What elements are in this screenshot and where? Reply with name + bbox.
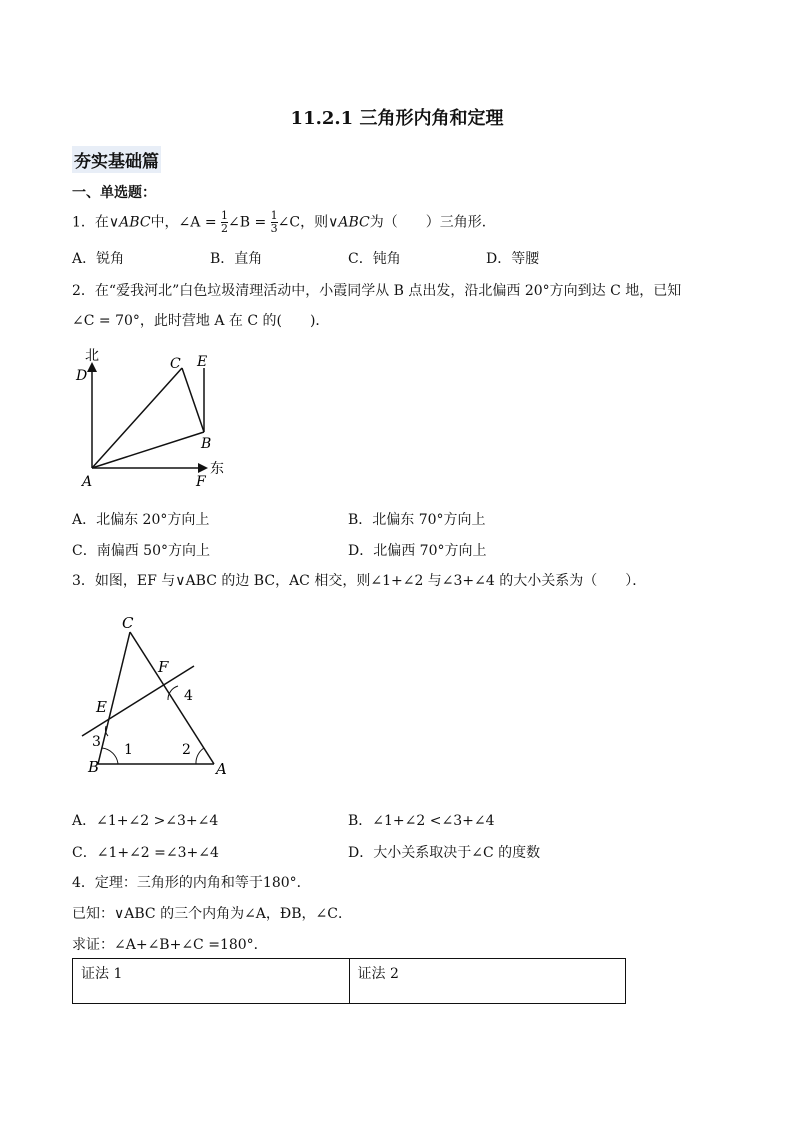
q2-label-d: D (76, 368, 88, 384)
q2-option-a: A．北偏东 20°方向上 (72, 512, 210, 528)
proof-cell-1: 证法 1 (73, 959, 350, 1004)
q3-angle-4: 4 (184, 688, 193, 704)
q1-triangle: ABC (119, 214, 151, 231)
q1-mid: 中，∠A = (150, 214, 217, 231)
q1-triangle-2: ABC (338, 214, 370, 231)
q4-line-3: 求证：∠A+∠B+∠C =180°． (72, 937, 268, 953)
q1-suffix: 为（ ）三角形． (369, 214, 496, 231)
proof-cell-2: 证法 2 (349, 959, 626, 1004)
q3-option-a: A．∠1+∠2 >∠3+∠4 (72, 813, 219, 829)
q3-label-b: B (88, 758, 100, 776)
page-title: 11.2.1 三角形内角和定理 (290, 108, 504, 129)
q3-label-c: C (122, 614, 134, 632)
q1-mid3: ∠C，则∨ (277, 214, 339, 231)
table-row (73, 959, 626, 1004)
q2-figure (70, 340, 240, 490)
q2-option-c: C．南偏西 50°方向上 (72, 543, 210, 559)
q3-angle-1: 1 (124, 742, 133, 758)
q3-option-d: D．大小关系取决于∠C 的度数 (348, 845, 541, 861)
q3-label-a: A (216, 760, 227, 778)
q1-option-b: B．直角 (210, 251, 263, 267)
q4-line-1: 4．定理：三角形的内角和等于180°． (72, 875, 311, 891)
question-1 (72, 210, 496, 235)
q3-line-1: 3．如图，EF 与∨ABC 的边 BC，AC 相交，则∠1+∠2 与∠3+∠4 的大小关系为（ ）． (72, 573, 647, 589)
q2-east-label: 东 (210, 461, 224, 477)
q2-option-d: D．北偏西 70°方向上 (348, 543, 487, 559)
q2-line-2: ∠C = 70°，此时营地 A 在 C 的( )． (72, 313, 330, 329)
q3-angle-2: 2 (182, 742, 191, 758)
q1-mid2: ∠B = (228, 214, 267, 231)
q1-option-a: A．锐角 (72, 251, 125, 267)
q1-prefix: 1．在∨ (72, 214, 120, 231)
q3-label-f: F (158, 658, 169, 676)
q2-label-f: F (196, 474, 206, 490)
q2-label-c: C (170, 356, 181, 372)
part-heading: 一、单选题： (72, 185, 156, 201)
section-heading: 夯实基础篇 (72, 146, 161, 173)
q2-label-b: B (201, 436, 212, 452)
q2-option-b: B．北偏东 70°方向上 (348, 512, 486, 528)
q4-line-2: 已知：∨ABC 的三个内角为∠A，ÐB，∠C． (72, 906, 352, 922)
q3-label-e: E (96, 698, 107, 716)
q3-angle-3: 3 (92, 734, 101, 750)
q2-north-label: 北 (85, 348, 99, 364)
q2-line-1: 2．在“爱我河北”白色垃圾清理活动中，小霞同学从 B 点出发，沿北偏西 20°方向到达 C 地，已知 (72, 283, 682, 299)
q1-option-d: D．等腰 (486, 251, 540, 267)
q3-option-b: B．∠1+∠2 <∠3+∠4 (348, 813, 495, 829)
q1-fraction-1: $\frac{1}{2}$ (221, 209, 229, 235)
q3-option-c: C．∠1+∠2 =∠3+∠4 (72, 845, 219, 861)
q2-label-e: E (197, 354, 208, 370)
q2-label-a: A (82, 474, 93, 490)
q3-figure (78, 608, 238, 780)
q1-fraction-2: $\frac{1}{3}$ (270, 209, 278, 235)
proof-table (72, 958, 626, 1004)
q1-option-c: C．钝角 (348, 251, 401, 267)
